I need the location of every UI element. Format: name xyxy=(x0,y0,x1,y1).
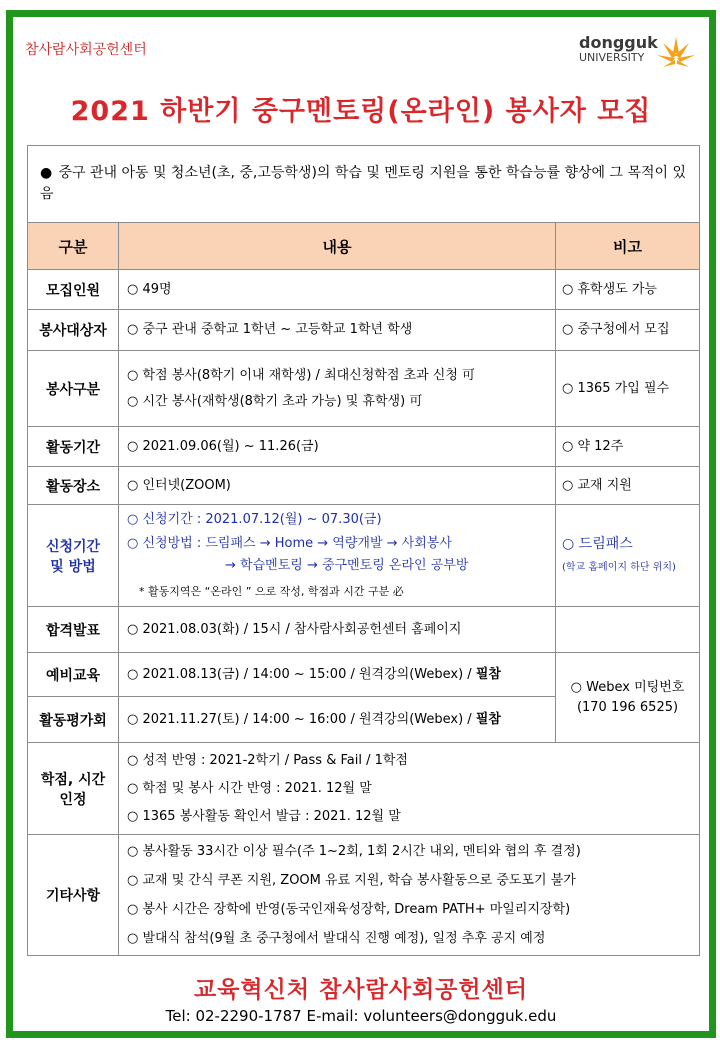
pre-edu-text: ○ 2021.08.13(금) / 14:00 ~ 15:00 / 원격강의(Webex) / xyxy=(127,666,476,682)
type-line-2: ○ 시간 봉사(재학생(8학기 초과 가능) 및 휴학생) 可 xyxy=(127,393,423,409)
credit-line-3: ○ 1365 봉사활동 확인서 발급 : 2021. 12월 말 xyxy=(127,808,401,824)
credit-line-2: ○ 학점 및 봉사 시간 반영 : 2021. 12월 말 xyxy=(127,780,372,796)
apply-label-1: 신청기간 xyxy=(45,538,101,555)
dreampass-note: ○ 드림패스 xyxy=(562,535,633,552)
row-label: 봉사구분 xyxy=(28,351,119,427)
table-header-row xyxy=(28,223,700,270)
row-content xyxy=(119,653,556,697)
apply-note: * 활동지역은 “온라인 ” 으로 작성, 학점과 시간 구분 必 xyxy=(139,584,404,598)
pre-edu-required: 필참 xyxy=(475,666,501,682)
table-row xyxy=(28,743,700,835)
evaluation-text: ○ 2021.11.27(토) / 14:00 ~ 16:00 / 원격강의(Webex) / xyxy=(127,711,476,727)
table-row xyxy=(28,310,700,351)
row-content: ○ 2021.09.06(월) ~ 11.26(금) xyxy=(119,427,556,467)
credit-label-1: 학점, 시간 xyxy=(40,771,106,788)
table-row xyxy=(28,270,700,310)
dongguk-logo xyxy=(579,33,697,77)
row-label: 활동장소 xyxy=(28,467,119,505)
purpose-text: 중구 관내 아동 및 청소년(초, 중,고등학생)의 학습 및 멘토링 지원을 통한 학습능률 향상에 그 목적이 있음 xyxy=(40,165,686,202)
row-label: 활동평가회 xyxy=(28,697,119,743)
row-note: ○ 약 12주 xyxy=(556,427,700,467)
webex-title: ○ Webex 미팅번호 xyxy=(570,679,685,695)
apply-method-cont: → 학습멘토링 → 중구멘토링 온라인 공부방 xyxy=(225,557,469,573)
row-content: ○ 2021.08.03(화) / 15시 / 참사람사회공헌센터 홈페이지 xyxy=(119,607,556,653)
row-content xyxy=(119,835,700,956)
type-line-1: ○ 학점 봉사(8학기 이내 재학생) / 최대신청학점 초과 신청 可 xyxy=(127,367,476,383)
table-row xyxy=(28,505,700,607)
poster-frame xyxy=(6,10,716,1038)
webex-note-cell xyxy=(556,653,700,743)
other-line-1: ○ 봉사활동 33시간 이상 필수(주 1~2회, 1회 2시간 내외, 멘티와 협의 후 결정) xyxy=(127,844,581,859)
row-content xyxy=(119,697,556,743)
apply-label-2: 및 방법 xyxy=(50,558,96,575)
table-row xyxy=(28,835,700,956)
purpose-cell xyxy=(28,146,700,223)
recruit-info-table xyxy=(27,145,700,956)
row-note xyxy=(556,505,700,607)
table-row xyxy=(28,427,700,467)
dreampass-location: (학교 홈페이지 하단 위치) xyxy=(562,561,676,573)
other-line-2: ○ 교재 및 간식 쿠폰 지원, ZOOM 유료 지원, 학습 봉사활동으로 중도포기 불가 xyxy=(127,873,576,888)
row-label xyxy=(28,743,119,835)
row-label: 예비교육 xyxy=(28,653,119,697)
logo-line1: dongguk xyxy=(579,33,658,52)
apply-period: ○ 신청기간 : 2021.07.12(월) ~ 07.30(금) xyxy=(127,511,382,527)
footer-org: 교육혁신처 참사람사회공헌센터 xyxy=(193,977,529,1003)
row-content: ○ 인터넷(ZOOM) xyxy=(119,467,556,505)
table-row xyxy=(28,467,700,505)
credit-label-2: 인정 xyxy=(59,791,87,808)
org-name: 참사람사회공헌센터 xyxy=(25,42,147,58)
table-row xyxy=(28,653,700,697)
header-content: 내용 xyxy=(119,223,556,270)
credit-line-1: ○ 성적 반영 : 2021-2학기 / Pass & Fail / 1학점 xyxy=(127,752,408,768)
row-content: ○ 49명 xyxy=(119,270,556,310)
row-label: 활동기간 xyxy=(28,427,119,467)
row-note: ○ 교재 지원 xyxy=(556,467,700,505)
lotus-icon xyxy=(655,33,697,73)
row-content xyxy=(119,743,700,835)
other-line-3: ○ 봉사 시간은 장학에 반영(동국인재육성장학, Dream PATH+ 마일리지장학) xyxy=(127,902,571,917)
row-note: ○ 중구청에서 모집 xyxy=(556,310,700,351)
purpose-bullet: ● xyxy=(40,165,53,181)
row-note: ○ 1365 가입 필수 xyxy=(556,351,700,427)
footer-contact: Tel: 02-2290-1787 E-mail: volunteers@dongguk.edu xyxy=(165,1007,557,1025)
row-content xyxy=(119,351,556,427)
table-row xyxy=(28,351,700,427)
row-content xyxy=(119,505,556,607)
row-label: 모집인원 xyxy=(28,270,119,310)
row-label: 기타사항 xyxy=(28,835,119,956)
page-title: 2021 하반기 중구멘토링(온라인) 봉사자 모집 xyxy=(70,96,652,127)
row-note: ○ 휴학생도 가능 xyxy=(556,270,700,310)
purpose-row xyxy=(28,146,700,223)
logo-line2: UNIVERSITY xyxy=(579,51,645,64)
header-remarks: 비고 xyxy=(556,223,700,270)
evaluation-required: 필참 xyxy=(475,711,501,727)
header-category: 구분 xyxy=(28,223,119,270)
webex-number: (170 196 6525) xyxy=(576,699,679,715)
table-row xyxy=(28,607,700,653)
row-note xyxy=(556,607,700,653)
row-label: 봉사대상자 xyxy=(28,310,119,351)
row-content: ○ 중구 관내 중학교 1학년 ~ 고등학교 1학년 학생 xyxy=(119,310,556,351)
other-line-4: ○ 발대식 참석(9월 초 중구청에서 발대식 진행 예정), 일정 추후 공지 예정 xyxy=(127,931,546,946)
row-label: 합격발표 xyxy=(28,607,119,653)
apply-method: ○ 신청방법 : 드림패스 → Home → 역량개발 → 사회봉사 xyxy=(127,535,452,551)
row-label xyxy=(28,505,119,607)
